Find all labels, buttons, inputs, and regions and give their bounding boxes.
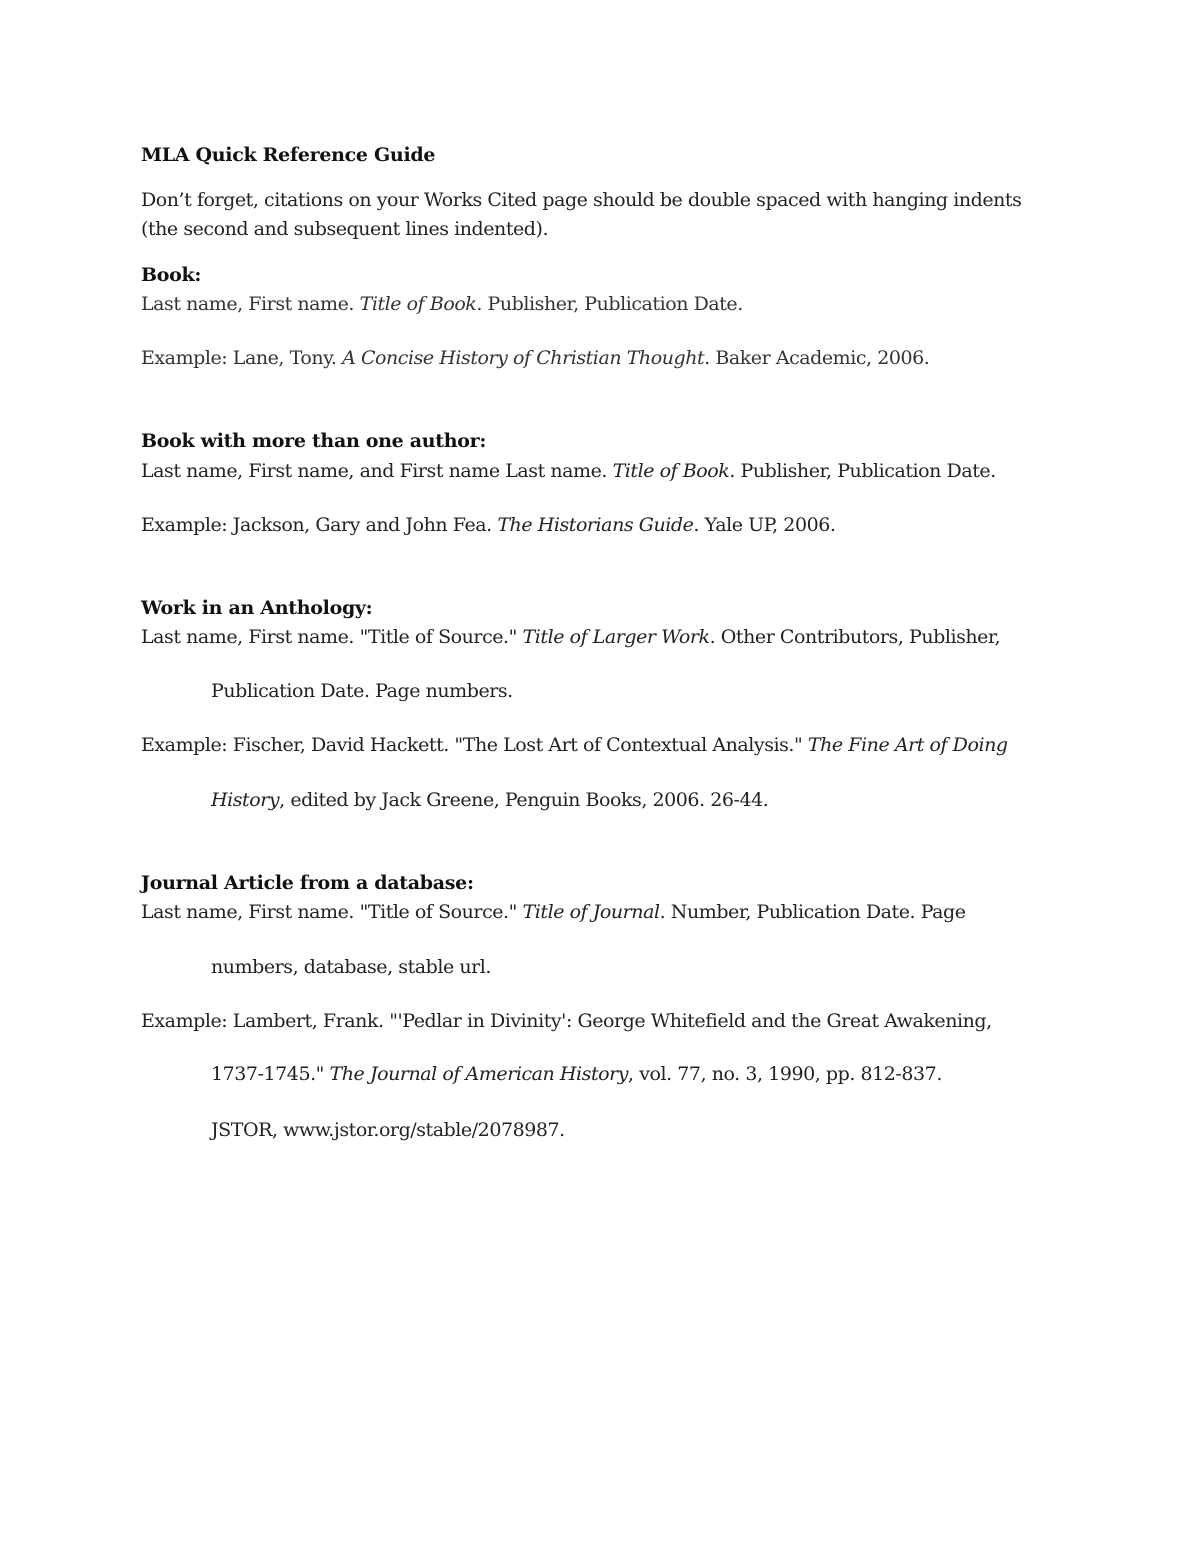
book-format: Last name, First name. Title of Book. Publisher, Publication Date. <box>141 293 743 315</box>
anthology-format: Last name, First name. "Title of Source." Title of Larger Work. Other Contributors, Publisher, <box>141 626 1001 648</box>
intro-line-2: (the second and subsequent lines indented). <box>141 218 549 240</box>
multi-author-format: Last name, First name, and First name Last name. Title of Book. Publisher, Publication Date. <box>141 460 996 482</box>
anthology-heading: Work in an Anthology: <box>141 597 373 619</box>
journal-example: Example: Lambert, Frank. "'Pedlar in Divinity': George Whitefield and the Great Awakening, <box>141 1010 992 1032</box>
book-example: Example: Lane, Tony. A Concise History of Christian Thought. Baker Academic, 2006. <box>141 347 930 369</box>
journal-example-url: JSTOR, www.jstor.org/stable/2078987. <box>211 1119 565 1141</box>
multi-author-heading: Book with more than one author: <box>141 430 487 452</box>
journal-format: Last name, First name. "Title of Source." Title of Journal. Number, Publication Date. Page <box>141 901 966 923</box>
multi-author-example: Example: Jackson, Gary and John Fea. The Historians Guide. Yale UP, 2006. <box>141 514 836 536</box>
journal-heading: Journal Article from a database: <box>141 872 474 894</box>
book-heading: Book: <box>141 264 202 286</box>
anthology-example: Example: Fischer, David Hackett. "The Lost Art of Contextual Analysis." The Fine Art of Doing <box>141 734 1008 756</box>
page-title: MLA Quick Reference Guide <box>141 144 436 166</box>
anthology-format-continued: Publication Date. Page numbers. <box>211 680 513 702</box>
journal-format-continued: numbers, database, stable url. <box>211 956 491 978</box>
anthology-example-continued: History, edited by Jack Greene, Penguin Books, 2006. 26-44. <box>211 789 769 811</box>
journal-example-continued: 1737-1745." The Journal of American History, vol. 77, no. 3, 1990, pp. 812-837. <box>211 1063 942 1085</box>
intro-line-1: Don’t forget, citations on your Works Cited page should be double spaced with hanging indents <box>141 189 1022 211</box>
